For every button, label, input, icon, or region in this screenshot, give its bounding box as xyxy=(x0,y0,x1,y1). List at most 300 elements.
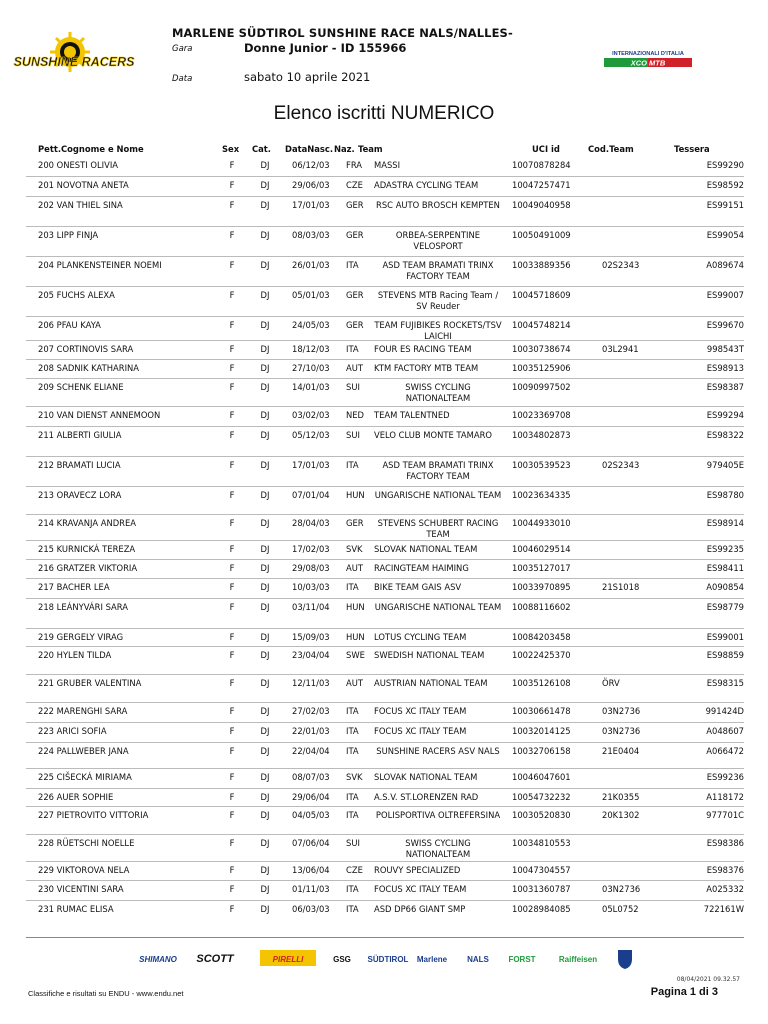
col-name-header: Pett.Cognome e Nome xyxy=(38,144,144,154)
col-date-header: DataNasc. xyxy=(285,144,334,154)
col-team: FOCUS XC ITALY TEAM xyxy=(374,706,467,716)
row-divider xyxy=(26,768,744,769)
col-sex: F xyxy=(229,460,235,470)
col-uci: 10035127017 xyxy=(512,563,571,573)
footer-divider xyxy=(26,937,744,938)
col-date: 05/12/03 xyxy=(292,430,330,440)
col-sex: F xyxy=(229,180,235,190)
col-sex: F xyxy=(229,865,235,875)
data-value: sabato 10 aprile 2021 xyxy=(244,70,371,84)
col-name: 205 FUCHS ALEXA xyxy=(38,290,115,300)
col-naz: AUT xyxy=(346,678,363,688)
col-tes: ES98779 xyxy=(706,602,744,612)
col-uci: 10023369708 xyxy=(512,410,571,420)
sponsor-logo xyxy=(139,955,178,964)
sponsor-logo xyxy=(196,953,235,965)
col-name: 218 LEÁNYVÁRI SARA xyxy=(38,602,128,612)
col-name: 209 SCHENK ELIANE xyxy=(38,382,124,392)
col-date: 29/08/03 xyxy=(292,563,330,573)
col-team: AUSTRIAN NATIONAL TEAM xyxy=(374,678,488,688)
col-date: 07/01/04 xyxy=(292,490,330,500)
row-divider xyxy=(26,880,744,881)
col-name: 213 ORAVECZ LORA xyxy=(38,490,122,500)
col-naz: FRA xyxy=(346,160,363,170)
col-cat-header: Cat. xyxy=(252,144,271,154)
col-tes-header: Tessera xyxy=(674,144,710,154)
col-sex: F xyxy=(229,410,235,420)
svg-text:NALS: NALS xyxy=(467,955,489,964)
svg-text:SHIMANO: SHIMANO xyxy=(139,955,177,964)
col-cat: DJ xyxy=(260,632,270,642)
col-tes: ES98376 xyxy=(706,865,744,875)
footer-credit: Classifiche e risultati su ENDU - www.endu.net xyxy=(28,989,184,998)
col-team: SLOVAK NATIONAL TEAM xyxy=(374,772,478,782)
col-name: 221 GRUBER VALENTINA xyxy=(38,678,142,688)
col-sex: F xyxy=(229,838,235,848)
col-naz: ITA xyxy=(346,726,359,736)
col-naz-header: Naz. xyxy=(334,144,355,154)
svg-text:SUNSHINE RACERS: SUNSHINE RACERS xyxy=(13,55,135,69)
col-tes: ES99235 xyxy=(706,544,744,554)
col-team: LOTUS CYCLING TEAM xyxy=(374,632,467,642)
col-date: 17/01/03 xyxy=(292,460,330,470)
col-sex: F xyxy=(229,230,235,240)
col-uci: 10028984085 xyxy=(512,904,571,914)
col-sex: F xyxy=(229,746,235,756)
col-naz: ITA xyxy=(346,792,359,802)
col-naz: HUN xyxy=(346,490,365,500)
col-naz: ITA xyxy=(346,344,359,354)
col-cod: 21E0404 xyxy=(602,746,640,756)
row-divider xyxy=(26,226,744,227)
svg-text:XCO MTB: XCO MTB xyxy=(630,58,666,68)
col-team: FOCUS XC ITALY TEAM xyxy=(374,726,467,736)
col-date: 23/04/04 xyxy=(292,650,330,660)
col-sex: F xyxy=(229,582,235,592)
col-uci: 10090997502 xyxy=(512,382,571,392)
col-tes: 998543T xyxy=(706,344,744,354)
col-cat: DJ xyxy=(260,230,270,240)
svg-text:INTERNAZIONALI D'ITALIA: INTERNAZIONALI D'ITALIA xyxy=(612,51,684,57)
row-divider xyxy=(26,359,744,360)
col-date: 17/01/03 xyxy=(292,200,330,210)
col-sex: F xyxy=(229,726,235,736)
col-uci: 10030661478 xyxy=(512,706,571,716)
col-cod: 03N2736 xyxy=(602,726,641,736)
col-cat: DJ xyxy=(260,363,270,373)
col-cat: DJ xyxy=(260,838,270,848)
col-tes: 977701C xyxy=(706,810,744,820)
col-naz: SUI xyxy=(346,430,360,440)
col-naz: AUT xyxy=(346,563,363,573)
row-divider xyxy=(26,406,744,407)
col-name: 208 SADNIK KATHARINA xyxy=(38,363,140,373)
col-cod: 03L2941 xyxy=(602,344,639,354)
col-tes: ES99151 xyxy=(706,200,744,210)
col-sex: F xyxy=(229,706,235,716)
col-team: RACINGTEAM HAIMING xyxy=(374,563,469,573)
col-sex: F xyxy=(229,904,235,914)
col-name: 226 AUER SOPHIE xyxy=(38,792,114,802)
col-uci: 10031360787 xyxy=(512,884,571,894)
row-divider xyxy=(26,900,744,901)
col-tes: A066472 xyxy=(706,746,744,756)
row-divider xyxy=(26,788,744,789)
col-tes: 722161W xyxy=(703,904,744,914)
col-team: VELO CLUB MONTE TAMARO xyxy=(374,430,492,440)
col-team: A.S.V. ST.LORENZEN RAD xyxy=(374,792,479,802)
col-naz: NED xyxy=(346,410,365,420)
page-title: Elenco iscritti NUMERICO xyxy=(273,103,495,124)
row-divider xyxy=(26,514,744,515)
col-uci: 10046047601 xyxy=(512,772,571,782)
col-team: KTM FACTORY MTB TEAM xyxy=(374,363,479,373)
col-date: 22/04/04 xyxy=(292,746,330,756)
col-tes: A090854 xyxy=(706,582,744,592)
col-uci: 10047304557 xyxy=(512,865,571,875)
col-tes: ES99236 xyxy=(706,772,744,782)
col-date: 22/01/03 xyxy=(292,726,330,736)
row-divider xyxy=(26,486,744,487)
col-uci: 10032706158 xyxy=(512,746,571,756)
col-tes: ES98386 xyxy=(706,838,744,848)
col-date: 14/01/03 xyxy=(292,382,330,392)
col-sex: F xyxy=(229,382,235,392)
col-cat: DJ xyxy=(260,382,270,392)
col-team: TEAM TALENTNED xyxy=(374,410,450,420)
page-number: Pagina 1 di 3 xyxy=(650,986,718,998)
col-naz: ITA xyxy=(346,904,359,914)
svg-text:PIRELLI: PIRELLI xyxy=(272,955,304,964)
col-uci: 10047257471 xyxy=(512,180,571,190)
col-uci: 10046029514 xyxy=(512,544,571,554)
row-divider xyxy=(26,742,744,743)
col-tes: ES99001 xyxy=(706,632,744,642)
row-divider xyxy=(26,646,744,647)
col-tes: ES99007 xyxy=(706,290,744,300)
col-name: 202 VAN THIEL SINA xyxy=(38,200,123,210)
col-naz: GER xyxy=(346,518,364,528)
col-uci: 10023634335 xyxy=(512,490,571,500)
sponsor-logo xyxy=(260,950,316,966)
col-uci: 10032014125 xyxy=(512,726,571,736)
col-name: 207 CORTINOVIS SARA xyxy=(38,344,134,354)
col-team: SLOVAK NATIONAL TEAM xyxy=(374,544,478,554)
col-cat: DJ xyxy=(260,430,270,440)
row-divider xyxy=(26,426,744,427)
col-naz: ITA xyxy=(346,260,359,270)
col-naz: ITA xyxy=(346,810,359,820)
col-naz: GER xyxy=(346,200,364,210)
col-date: 29/06/03 xyxy=(292,180,330,190)
svg-text:Marlene: Marlene xyxy=(416,955,448,964)
col-uci: 10044933010 xyxy=(512,518,571,528)
col-sex: F xyxy=(229,678,235,688)
sponsor-logo xyxy=(333,955,351,964)
col-naz: SUI xyxy=(346,382,360,392)
col-naz: ITA xyxy=(346,582,359,592)
row-divider xyxy=(26,316,744,317)
col-sex: F xyxy=(229,344,235,354)
row-divider xyxy=(26,674,744,675)
col-cat: DJ xyxy=(260,518,270,528)
col-cod: 21S1018 xyxy=(602,582,640,592)
crest-icon xyxy=(618,950,632,969)
col-name: 229 VIKTOROVA NELA xyxy=(38,865,130,875)
col-team: ROUVY SPECIALIZED xyxy=(374,865,461,875)
col-sex: F xyxy=(229,260,235,270)
col-name: 227 PIETROVITO VITTORIA xyxy=(38,810,149,820)
col-date: 17/02/03 xyxy=(292,544,330,554)
col-name: 204 PLANKENSTEINER NOEMI xyxy=(38,260,162,270)
col-uci: 10050491009 xyxy=(512,230,571,240)
col-uci: 10034810553 xyxy=(512,838,571,848)
col-date: 15/09/03 xyxy=(292,632,330,642)
col-uci: 10045718609 xyxy=(512,290,571,300)
col-sex: F xyxy=(229,430,235,440)
col-tes: ES99670 xyxy=(706,320,744,330)
col-tes: ES98914 xyxy=(706,518,744,528)
col-cat: DJ xyxy=(260,460,270,470)
col-uci: 10022425370 xyxy=(512,650,571,660)
col-team: POLISPORTIVA OLTREFERSINA xyxy=(375,810,501,820)
row-divider xyxy=(26,286,744,287)
sponsor-logo xyxy=(368,955,409,964)
col-team: STEVENS MTB Racing Team / SV Reuder xyxy=(377,290,499,311)
col-naz: ITA xyxy=(346,884,359,894)
col-naz: GER xyxy=(346,290,364,300)
col-tes: ES99294 xyxy=(706,410,744,420)
col-sex: F xyxy=(229,290,235,300)
data-label: Data xyxy=(172,74,193,84)
col-uci: 10035126108 xyxy=(512,678,571,688)
col-uci-header: UCI id xyxy=(532,144,560,154)
col-uci: 10033889356 xyxy=(512,260,571,270)
row-divider xyxy=(26,598,744,599)
col-uci: 10045748214 xyxy=(512,320,571,330)
col-naz: AUT xyxy=(346,363,363,373)
col-team: ASD TEAM BRAMATI TRINX FACTORY TEAM xyxy=(382,460,494,481)
col-cat: DJ xyxy=(260,810,270,820)
col-uci: 10088116602 xyxy=(512,602,571,612)
svg-text:SÜDTIROL: SÜDTIROL xyxy=(367,955,409,964)
gara-label: Gara xyxy=(172,44,193,54)
col-cat: DJ xyxy=(260,320,270,330)
col-team: ASD TEAM BRAMATI TRINX FACTORY TEAM xyxy=(382,260,494,281)
col-name: 224 PALLWEBER JANA xyxy=(38,746,129,756)
col-naz: ITA xyxy=(346,460,359,470)
row-divider xyxy=(26,378,744,379)
col-name: 225 CIŠECKÁ MIRIAMA xyxy=(38,772,132,782)
col-tes: 979405E xyxy=(706,460,744,470)
svg-text:Raiffeisen: Raiffeisen xyxy=(558,955,598,964)
sponsor-logo xyxy=(467,955,489,964)
col-uci: 10030539523 xyxy=(512,460,571,470)
col-team: SWISS CYCLING NATIONALTEAM xyxy=(405,382,471,403)
col-name: 200 ONESTI OLIVIA xyxy=(38,160,119,170)
col-cod: 03N2736 xyxy=(602,706,641,716)
svg-text:GSG: GSG xyxy=(333,955,351,964)
col-cat: DJ xyxy=(260,544,270,554)
col-naz: HUN xyxy=(346,632,365,642)
col-uci: 10033970895 xyxy=(512,582,571,592)
col-sex: F xyxy=(229,490,235,500)
col-sex: F xyxy=(229,160,235,170)
col-tes: ES99054 xyxy=(706,230,744,240)
col-name: 210 VAN DIENST ANNEMOON xyxy=(38,410,161,420)
col-sex: F xyxy=(229,320,235,330)
col-sex: F xyxy=(229,792,235,802)
col-name: 217 BACHER LEA xyxy=(38,582,110,592)
col-sex: F xyxy=(229,602,235,612)
col-team: STEVENS SCHUBERT RACING TEAM xyxy=(377,518,499,539)
col-uci: 10070878284 xyxy=(512,160,571,170)
col-date: 01/11/03 xyxy=(292,884,330,894)
col-date: 07/06/04 xyxy=(292,838,330,848)
row-divider xyxy=(26,540,744,541)
col-uci: 10034802873 xyxy=(512,430,571,440)
print-timestamp: 08/04/2021 09.32.57 xyxy=(676,976,740,983)
row-divider xyxy=(26,702,744,703)
col-name: 230 VICENTINI SARA xyxy=(38,884,124,894)
col-tes: ES98322 xyxy=(706,430,744,440)
col-cod: 02S2343 xyxy=(602,460,640,470)
col-date: 13/06/04 xyxy=(292,865,330,875)
col-team: RSC AUTO BROSCH KEMPTEN xyxy=(376,200,500,210)
col-date: 05/01/03 xyxy=(292,290,330,300)
col-cat: DJ xyxy=(260,410,270,420)
col-uci: 10030738674 xyxy=(512,344,571,354)
col-cat: DJ xyxy=(260,792,270,802)
col-uci: 10054732232 xyxy=(512,792,571,802)
col-cod: 05L0752 xyxy=(602,904,639,914)
col-name: 212 BRAMATI LUCIA xyxy=(38,460,121,470)
col-cat: DJ xyxy=(260,260,270,270)
col-naz: CZE xyxy=(346,865,363,875)
col-tes: ES99290 xyxy=(706,160,744,170)
col-sex: F xyxy=(229,650,235,660)
col-team: UNGARISCHE NATIONAL TEAM xyxy=(374,602,502,612)
col-cat: DJ xyxy=(260,706,270,716)
col-name: 223 ARICI SOFIA xyxy=(38,726,107,736)
row-divider xyxy=(26,722,744,723)
col-team: ORBEA-SERPENTINE VELOSPORT xyxy=(395,230,481,251)
col-sex: F xyxy=(229,810,235,820)
col-team: ADASTRA CYCLING TEAM xyxy=(374,180,479,190)
col-cat: DJ xyxy=(260,678,270,688)
col-naz: ITA xyxy=(346,706,359,716)
col-team: FOUR ES RACING TEAM xyxy=(374,344,472,354)
col-naz: GER xyxy=(346,230,364,240)
col-team: UNGARISCHE NATIONAL TEAM xyxy=(374,490,502,500)
col-tes: ES98780 xyxy=(706,490,744,500)
col-date: 18/12/03 xyxy=(292,344,330,354)
col-cat: DJ xyxy=(260,726,270,736)
col-date: 27/10/03 xyxy=(292,363,330,373)
col-name: 203 LIPP FINJA xyxy=(38,230,99,240)
col-date: 12/11/03 xyxy=(292,678,330,688)
col-cod: 20K1302 xyxy=(602,810,640,820)
row-divider xyxy=(26,256,744,257)
col-tes: A025332 xyxy=(706,884,744,894)
col-naz: SWE xyxy=(346,650,365,660)
col-date: 06/12/03 xyxy=(292,160,330,170)
col-team: SWEDISH NATIONAL TEAM xyxy=(374,650,485,660)
col-team: SWISS CYCLING NATIONALTEAM xyxy=(405,838,471,859)
col-tes: A118172 xyxy=(706,792,744,802)
col-tes: ES98411 xyxy=(706,563,744,573)
col-cod-header: Cod.Team xyxy=(588,144,634,154)
col-cat: DJ xyxy=(260,746,270,756)
row-divider xyxy=(26,176,744,177)
col-sex: F xyxy=(229,544,235,554)
sponsor-logo xyxy=(559,955,597,964)
table-header xyxy=(0,144,768,158)
col-date: 28/04/03 xyxy=(292,518,330,528)
col-naz: SUI xyxy=(346,838,360,848)
col-naz: SVK xyxy=(346,772,363,782)
col-sex: F xyxy=(229,200,235,210)
col-name: 201 NOVOTNA ANETA xyxy=(38,180,129,190)
col-sex-header: Sex xyxy=(222,144,240,154)
row-divider xyxy=(26,834,744,835)
col-date: 29/06/04 xyxy=(292,792,330,802)
col-team: FOCUS XC ITALY TEAM xyxy=(374,884,467,894)
col-team-header: Team xyxy=(358,144,383,154)
row-divider xyxy=(26,456,744,457)
col-team: TEAM FUJIBIKES ROCKETS/TSV LAICHI xyxy=(374,320,502,341)
col-cod: 21K0355 xyxy=(602,792,640,802)
col-tes: A048607 xyxy=(706,726,744,736)
col-tes: A089674 xyxy=(706,260,744,270)
col-uci: 10030520830 xyxy=(512,810,571,820)
col-cat: DJ xyxy=(260,884,270,894)
col-team: MASSI xyxy=(374,160,401,170)
row-divider xyxy=(26,861,744,862)
internazionali-italia-logo xyxy=(604,47,692,69)
col-sex: F xyxy=(229,518,235,528)
col-tes: ES98592 xyxy=(706,180,744,190)
col-cat: DJ xyxy=(260,290,270,300)
col-name: 211 ALBERTI GIULIA xyxy=(38,430,122,440)
col-sex: F xyxy=(229,884,235,894)
col-cat: DJ xyxy=(260,200,270,210)
col-cat: DJ xyxy=(260,344,270,354)
row-divider xyxy=(26,196,744,197)
col-uci: 10049040958 xyxy=(512,200,571,210)
col-name: 206 PFAU KAYA xyxy=(38,320,101,330)
col-cat: DJ xyxy=(260,582,270,592)
col-date: 03/11/04 xyxy=(292,602,330,612)
col-date: 08/03/03 xyxy=(292,230,330,240)
col-cat: DJ xyxy=(260,160,270,170)
col-date: 04/05/03 xyxy=(292,810,330,820)
col-date: 10/03/03 xyxy=(292,582,330,592)
col-name: 215 KURNICKÁ TEREZA xyxy=(38,544,136,554)
gara-value: Donne Junior - ID 155966 xyxy=(244,41,407,55)
row-divider xyxy=(26,559,744,560)
col-cat: DJ xyxy=(260,180,270,190)
col-cod: 03N2736 xyxy=(602,884,641,894)
col-tes: ES98387 xyxy=(706,382,744,392)
col-date: 27/02/03 xyxy=(292,706,330,716)
col-cod: ÖRV xyxy=(602,678,620,688)
col-name: 228 RÜETSCHI NOELLE xyxy=(38,838,135,848)
col-cat: DJ xyxy=(260,650,270,660)
col-naz: ITA xyxy=(346,746,359,756)
col-cat: DJ xyxy=(260,490,270,500)
sunshine-racers-logo xyxy=(13,30,135,90)
